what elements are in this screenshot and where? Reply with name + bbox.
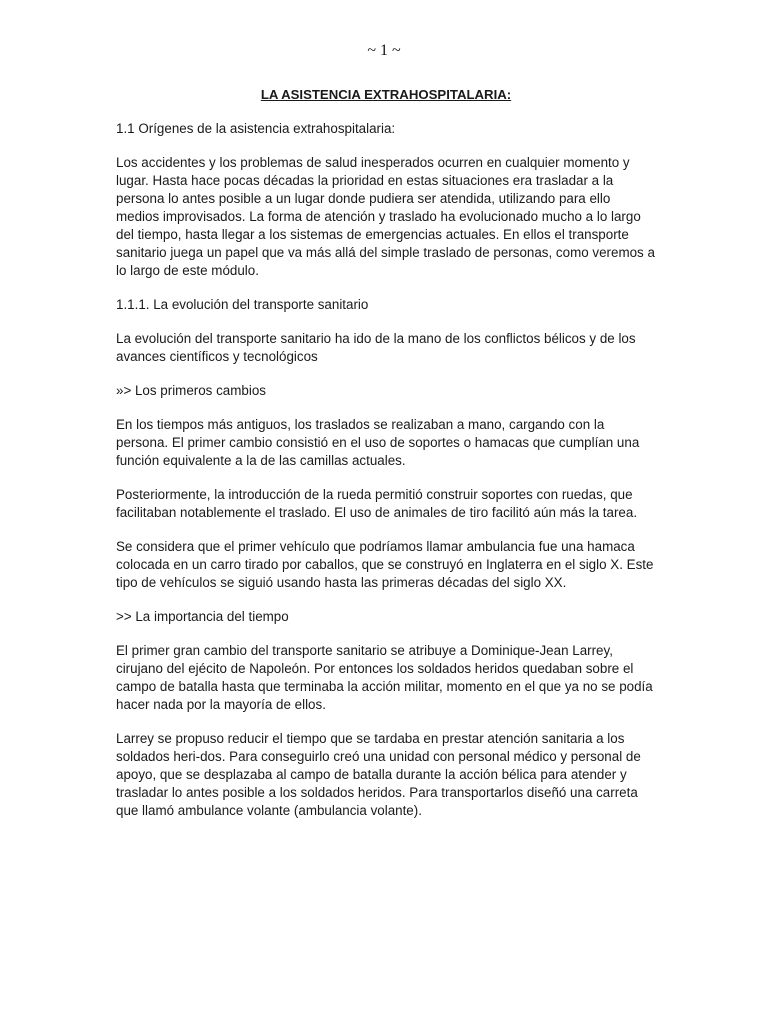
subheading: »> Los primeros cambios [116,383,266,398]
paragraph: La evolución del transporte sanitario ha ido de la mano de los conflictos bélicos y de los avances científicos y tecnológicos [116,331,636,364]
document-body [116,86,656,836]
paragraph: Los accidentes y los problemas de salud inesperados ocurren en cualquier momento y lugar. Hasta hace pocas décadas la prioridad en estas situaciones era trasladar a la persona lo antes posible a un lugar donde pudiera ser atendida, utilizando para ello medios improvisados. La forma de atención y traslado ha evolucionado mucho a lo largo del tiempo, hasta llegar a los sistemas de emergencias actuales. En ellos el transporte sanitario juega un papel que va más allá del simple traslado de personas, como veremos a lo largo de este módulo. [116,155,655,278]
subsection-heading: 1.1.1. La evolución del transporte sanitario [116,297,369,312]
paragraph: El primer gran cambio del transporte sanitario se atribuye a Dominique-Jean Larrey, cirujano del ejécito de Napoleón. Por entonces los soldados heridos quedaban sobre el campo de batalla hasta que terminaba la acción militar, momento en el que ya no se podía hacer nada por la mayoría de ellos. [116,643,653,712]
paragraph: En los tiempos más antiguos, los traslados se realizaban a mano, cargando con la persona. El primer cambio consistió en el uso de soportes o hamacas que cumplían una función equivalente a la de las camillas actuales. [116,417,640,468]
subheading: >> La importancia del tiempo [116,609,289,624]
paragraph: Larrey se propuso reducir el tiempo que se tardaba en prestar atención sanitaria a los soldados heri-dos. Para conseguirlo creó una unidad con personal médico y personal de apoyo, que se desplazaba al campo de batalla durante la acción bélica para atender y trasladar lo antes posible a los soldados heridos. Para transportarlos diseñó una carreta que llamó ambulance volante (ambulancia volante). [116,731,641,818]
paragraph: Se considera que el primer vehículo que podríamos llamar ambulancia fue una hamaca colocada en un carro tirado por caballos, que se construyó en Inglaterra en el siglo X. Este tipo de vehículos se siguió usando hasta las primeras décadas del siglo XX. [116,539,654,590]
document-title: LA ASISTENCIA EXTRAHOSPITALARIA: [260,87,512,102]
paragraph: Posteriormente, la introducción de la rueda permitió construir soportes con ruedas, que facilitaban notablemente el traslado. El uso de animales de tiro facilitó aún más la tarea. [116,487,638,520]
section-heading: 1.1 Orígenes de la asistencia extrahospitalaria: [116,121,396,136]
page-number: ~ 1 ~ [367,42,401,59]
